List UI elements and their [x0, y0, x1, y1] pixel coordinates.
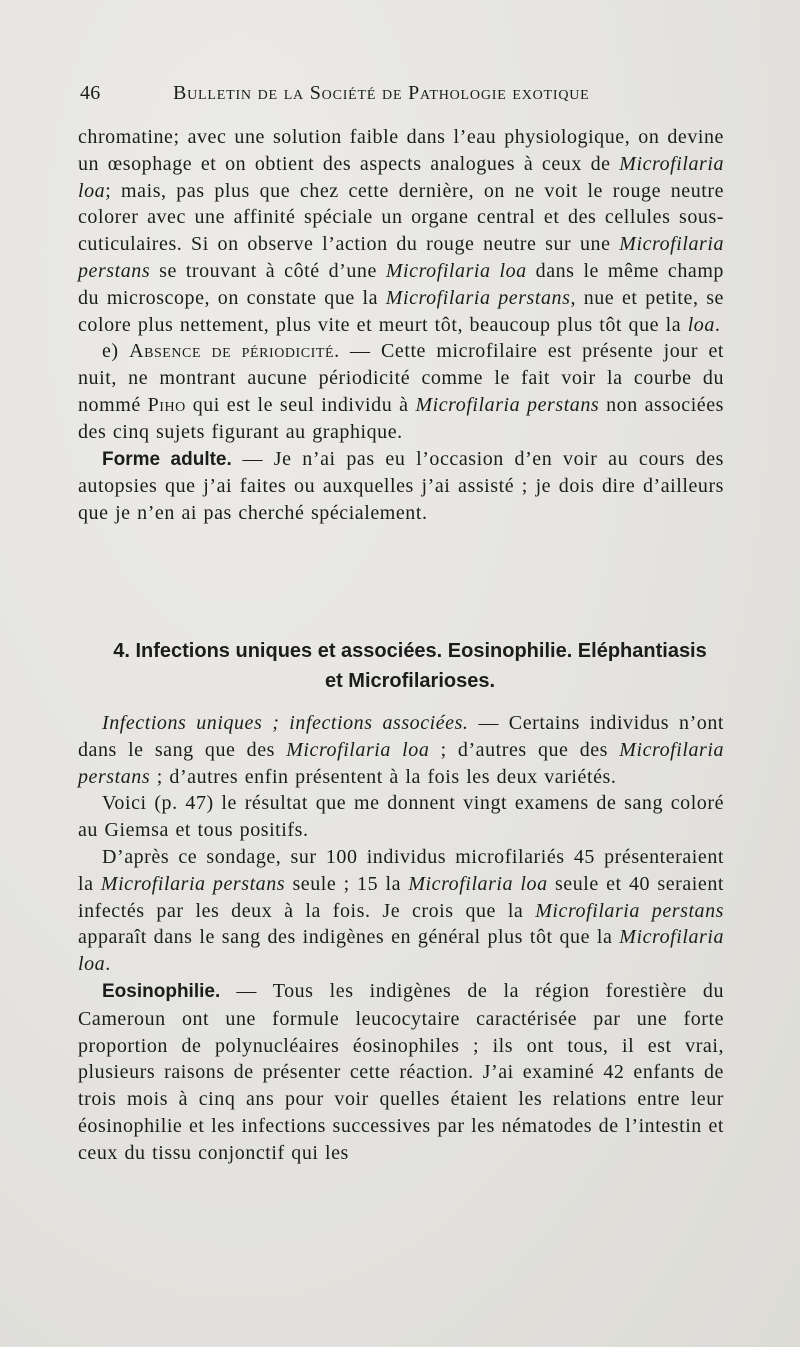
- text-block-top: [78, 124, 724, 527]
- page-header: [80, 82, 740, 112]
- text-block-bottom: [78, 710, 724, 1167]
- subheading: Eosinophilie.: [102, 980, 221, 1002]
- paragraph-absence-periodicite: e) Absence de périodicité. — Cette microfilaire est présente jour et nuit, ne montrant aucune périodicité comme le fait voir la courbe du nommé Piho qui est le seul individu à Microfilaria perstans non associées des cinq sujets figurant au graphique.: [78, 340, 725, 443]
- subheading: Forme adulte.: [102, 448, 232, 470]
- subheading: Absence de périodicité: [129, 340, 335, 363]
- paragraph-eosinophilie: Eosinophilie. — Tous les indigènes de la région forestière du Cameroun ont une formule leucocytaire caractérisée par une forte proportion de polynucléaires éosinophiles ; ils ont tous, il est vrai, plusieurs raisons de présenter cette réaction. J’ai examiné 42 enfants de trois mois à cinq ans pour voir quelles étaient les relations entre leur éosinophilie et les infections successives par les nématodes de l’intestin et ceux du tissu conjonctif qui les: [78, 979, 724, 1164]
- subheading: Infections uniques ; infections associées.: [102, 712, 469, 734]
- paragraph: D’après ce sondage, sur 100 individus microfilariés 45 présenteraient la Microfilaria perstans seule ; 15 la Microfilaria loa seule et 40 seraient infectés par les deux à la fois. Je crois que la Microfilaria perstans apparaît dans le sang des indigènes en général plus tôt que la Microfilaria loa.: [78, 845, 724, 976]
- paragraph: Voici (p. 47) le résultat que me donnent vingt examens de sang coloré au Giemsa et tous positifs.: [78, 792, 724, 842]
- section-heading: 4. Infections uniques et associées. Eosinophilie. Eléphantiasis et Microfilarioses.: [113, 640, 707, 692]
- paragraph-infections: Infections uniques ; infections associées. — Certains individus n’ont dans le sang que des Microfilaria loa ; d’autres que des Microfilaria perstans ; d’autres enfin présentent à la fois les deux variétés.: [78, 712, 724, 788]
- paragraph: chromatine; avec une solution faible dans l’eau physiologique, on devine un œsophage et on obtient des aspects analogues à ceux de Microfilaria loa; mais, pas plus que chez cette dernière, on ne voit le rouge neutre colorer avec une affinité spéciale un organe central et des cellules sous-cuticulaires. Si on observe l’action du rouge neutre sur une Microfilaria perstans se trouvant à côté d’une Microfilaria loa dans le même champ du microscope, on constate que la Microfilaria perstans, nue et petite, se colore plus nettement, plus vite et meurt tôt, beaucoup plus tôt que la loa.: [78, 126, 724, 336]
- page-number: 46: [80, 82, 101, 104]
- running-title: Bulletin de la Société de Pathologie exotique: [173, 82, 590, 104]
- paragraph-forme-adulte: Forme adulte. — Je n’ai pas eu l’occasion d’en voir au cours des autopsies que j’ai faites ou auxquelles j’ai assisté ; je dois dire d’ailleurs que je n’en ai pas cherché spécialement.: [78, 447, 725, 525]
